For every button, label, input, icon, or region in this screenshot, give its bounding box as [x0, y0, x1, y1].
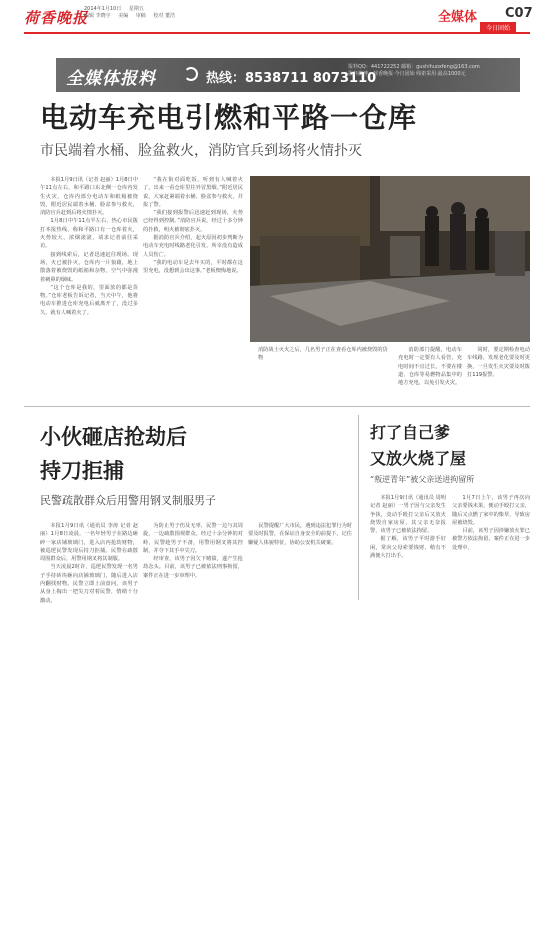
story1-column-1	[40, 176, 138, 398]
story2-column-3	[248, 522, 352, 600]
story3-headline-line1: 打了自己爹	[370, 423, 451, 442]
paragraph: 本报1月9日讯（记者 赵丽）1月8日中午11点左右，和平路口东北侧一仓库内发生火灾，仓库内部分电动车和纸箱被烧毁，附近居民端着水桶、脸盆参与救火，消防官兵赶到后将火情扑灭。	[40, 177, 138, 217]
paragraph: 据了解，该男子平时游手好闲，常向父母索要钱财，稍有不满便大打出手。	[370, 536, 446, 560]
page-number: C07	[505, 6, 533, 21]
story3-headline-line2: 又放火烧了屋	[370, 449, 467, 468]
masthead	[0, 0, 550, 38]
paragraph: “这个仓库是我的，里面放的都是货物。”仓库老板告诉记者，当天中午，他将电动车推进仓库充电后就离开了，没过多久，就有人喊着火了。	[40, 284, 138, 316]
designer: 美编	[118, 13, 129, 19]
editor: 编辑 李晓宇	[84, 13, 111, 19]
banner-title: 全媒体报料	[66, 69, 156, 89]
section-name: 全媒体	[438, 10, 478, 25]
paragraph: “我的电动车是去年买的，平时都在这里充电，没想到会出这事。”老板懊悔地说。	[143, 259, 243, 275]
banner-contact-line: 报料QQ：441722252 邮箱：gushihuoxfeng@163.com	[348, 64, 480, 70]
paragraph: 当天凌晨2时许，巡逻民警发现一名男子手持砖块砸向店铺玻璃门，随后进入店内翻找财物。民警立即上前盘问，该男子从身上掏出一把尖刀对着民警，情绪十分激动。	[40, 564, 138, 604]
masthead-rule	[24, 32, 530, 34]
column-divider	[358, 415, 359, 600]
hotline-banner	[56, 58, 520, 92]
paragraph: 本报1月9日讯（通讯员 周明 记者 赵丽）一男子因与父亲发生争执，竟动手殴打父亲后又放火烧毁自家房屋，其父亲无奈报警，该男子已被依法拘留。	[370, 495, 446, 535]
section-divider	[24, 406, 530, 407]
paragraph: 消防部门提醒，电动车充电时一定要有人看管，充电时间不宜过长，不要在楼道、仓库等易燃物品集中的地方充电，以免引发火灾。	[398, 347, 462, 387]
paragraph: “我们接到报警后迅速赶到现场，火势已经得到控制。”消防官兵说，经过十多分钟的扑救，明火被彻底扑灭。	[143, 210, 243, 233]
story3-subhead: “叛逆青年”被父亲送进拘留所	[370, 475, 475, 484]
banner-hotline: 热线：8538711 8073110	[206, 71, 377, 86]
paragraph: 经审查，该男子因欠下赌债，遂产生抢劫念头。目前，该男子已被依法刑事拘留，案件正在进一步审理中。	[143, 556, 243, 579]
fire-scene-photo	[250, 176, 530, 342]
story1-column-3	[398, 346, 462, 398]
banner-contacts	[348, 64, 480, 78]
paragraph: 1月8日中午11点半左右，热心市民拨打本报热线，称和平路口有一仓库着火，火势较大，浓烟滚滚，请求记者前往采访。	[40, 218, 138, 250]
story2-subhead: 民警疏散群众后用警用钢叉制服男子	[40, 494, 216, 507]
story2-column-1	[40, 522, 138, 604]
paragraph: 民警提醒广大市民，遇到违法犯罪行为时要及时报警，在保证自身安全的前提下，记住嫌疑人体貌特征，协助公安机关破案。	[248, 523, 352, 546]
signal-icon	[184, 67, 198, 81]
paragraph: 1月7日上午，该男子再次向父亲要钱未果，便动手殴打父亲，随后又点燃了家中的柴草，导致房屋被烧毁。	[452, 495, 530, 526]
issue-meta	[84, 6, 181, 20]
story2-headline	[40, 420, 187, 488]
story1-subhead: 市民端着水桶、脸盆救火，消防官兵到场将火情扑灭	[40, 143, 362, 159]
paragraph: 本报1月9日讯（通讯员 李涛 记者 赵丽）1月8日凌晨，一名年轻男子在路边砸碎一家店铺玻璃门，进入店内抢劫财物，被巡逻民警发现后持刀拒捕。民警在疏散周围群众后，用警用钢叉将其制服。	[40, 523, 138, 563]
paragraph: 同时，要定期检查电动车线路，发现老化要及时更换，一旦发生火灾要及时拨打119报警。	[467, 347, 530, 378]
paragraph: “我在街对面吃饭，听到有人喊着火了，出来一看仓库里往外冒黑烟。”附近居民说，大家赶紧端着水桶、脸盆参与救火，并报了警。	[143, 177, 243, 208]
paragraph: 接到线索后，记者迅速赶往现场。现场，火已被扑灭，仓库内一片狼藉，地上散落着被烧毁的纸箱和杂物，空气中弥漫着刺鼻的烟味。	[40, 251, 138, 283]
story1-headline: 电动车充电引燃和平路一仓库	[40, 101, 418, 134]
paragraph: 目前，该男子因涉嫌放火罪已被警方依法拘留，案件正在进一步处理中。	[452, 528, 530, 551]
story1-column-4	[467, 346, 530, 398]
story2-headline-line2: 持刀拒捕	[40, 459, 124, 483]
banner-contact-line: 报料微博：荷香晚报·今日固始 线索采用·最高1000元	[348, 71, 466, 77]
issue-weekday: 星期五	[128, 6, 144, 12]
issue-date: 2014年1月10日	[84, 6, 122, 12]
fire-scene-illustration	[250, 176, 530, 342]
section-subtitle: 今日固始	[480, 22, 516, 33]
proofreader: 校对 董浩	[153, 13, 175, 19]
story3-headline	[370, 420, 466, 472]
story3-column-2	[452, 494, 530, 600]
photo-caption: 消防战士灭火之后，几名男子正在查看仓库内被烧毁的货物	[258, 347, 388, 362]
story2-headline-line1: 小伙砸店抢劫后	[40, 425, 187, 449]
story2-column-2	[143, 522, 243, 600]
newspaper-logo: 荷香晚报	[24, 9, 89, 27]
story1-column-2	[143, 176, 243, 398]
reviewer: 审稿	[135, 13, 146, 19]
paragraph: 为防止男子伤及无辜，民警一边与其周旋，一边疏散围观群众。经过十余分钟的对峙，民警趁男子不备，用警用钢叉将其控制，并夺下其手中尖刀。	[143, 523, 243, 554]
story3-column-1	[370, 494, 446, 600]
paragraph: 据消防官兵介绍，起火原因初步判断为电动车充电时线路老化引发，所幸没有造成人员伤亡。	[143, 235, 243, 258]
